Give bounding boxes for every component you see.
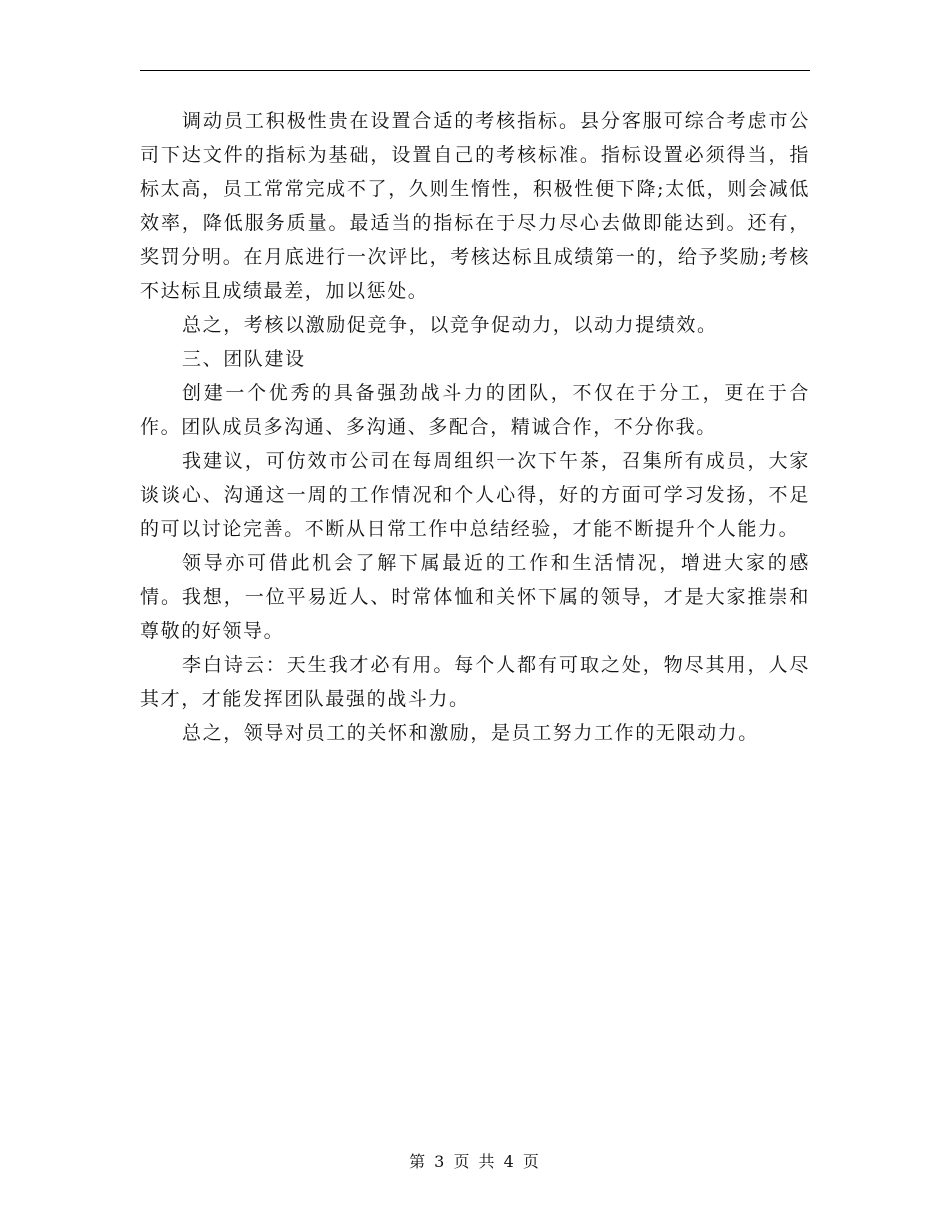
paragraph-assessment: 调动员工积极性贵在设置合适的考核指标。县分客服可综合考虑市公司下达文件的指标为基础，设置自己的考核标准。指标设置必须得当，指标太高，员工常常完成不了，久则生惰性，积极性便下降;太低，则会减低效率，降低服务质量。最适当的指标在于尽力尽心去做即能达到。还有，奖罚分明。在月底进行一次评比，考核达标且成绩第一的，给予奖励;考核不达标且成绩最差，加以惩处。 — [140, 110, 810, 302]
paragraph-afternoon-tea: 我建议，可仿效市公司在每周组织一次下午茶，召集所有成员，大家谈谈心、沟通这一周的工作情况和个人心得，好的方面可学习发扬，不足的可以讨论完善。不断从日常工作中总结经验，才能不断提升个人能力。 — [140, 450, 810, 540]
paragraph-conclusion: 总之，领导对员工的关怀和激励，是员工努力工作的无限动力。 — [182, 722, 759, 744]
document-body — [140, 104, 810, 750]
paragraph-assessment-summary: 总之，考核以激励促竞争，以竞争促动力，以动力提绩效。 — [182, 314, 718, 336]
header-rule — [140, 70, 810, 71]
paragraph-li-bai-quote: 李白诗云：天生我才必有用。每个人都有可取之处，物尽其用，人尽其才，才能发挥团队最强的战斗力。 — [140, 654, 810, 710]
paragraph-leadership-care: 领导亦可借此机会了解下属最近的工作和生活情况，增进大家的感情。我想，一位平易近人、时常体恤和关怀下属的领导，才是大家推崇和尊敬的好领导。 — [140, 552, 810, 642]
page-number-footer: 第 3 页 共 4 页 — [409, 1152, 541, 1171]
section-heading-team-building: 三、团队建设 — [182, 348, 306, 370]
paragraph-team-cooperation: 创建一个优秀的具备强劲战斗力的团队，不仅在于分工，更在于合作。团队成员多沟通、多沟通、多配合，精诚合作，不分你我。 — [140, 382, 810, 438]
